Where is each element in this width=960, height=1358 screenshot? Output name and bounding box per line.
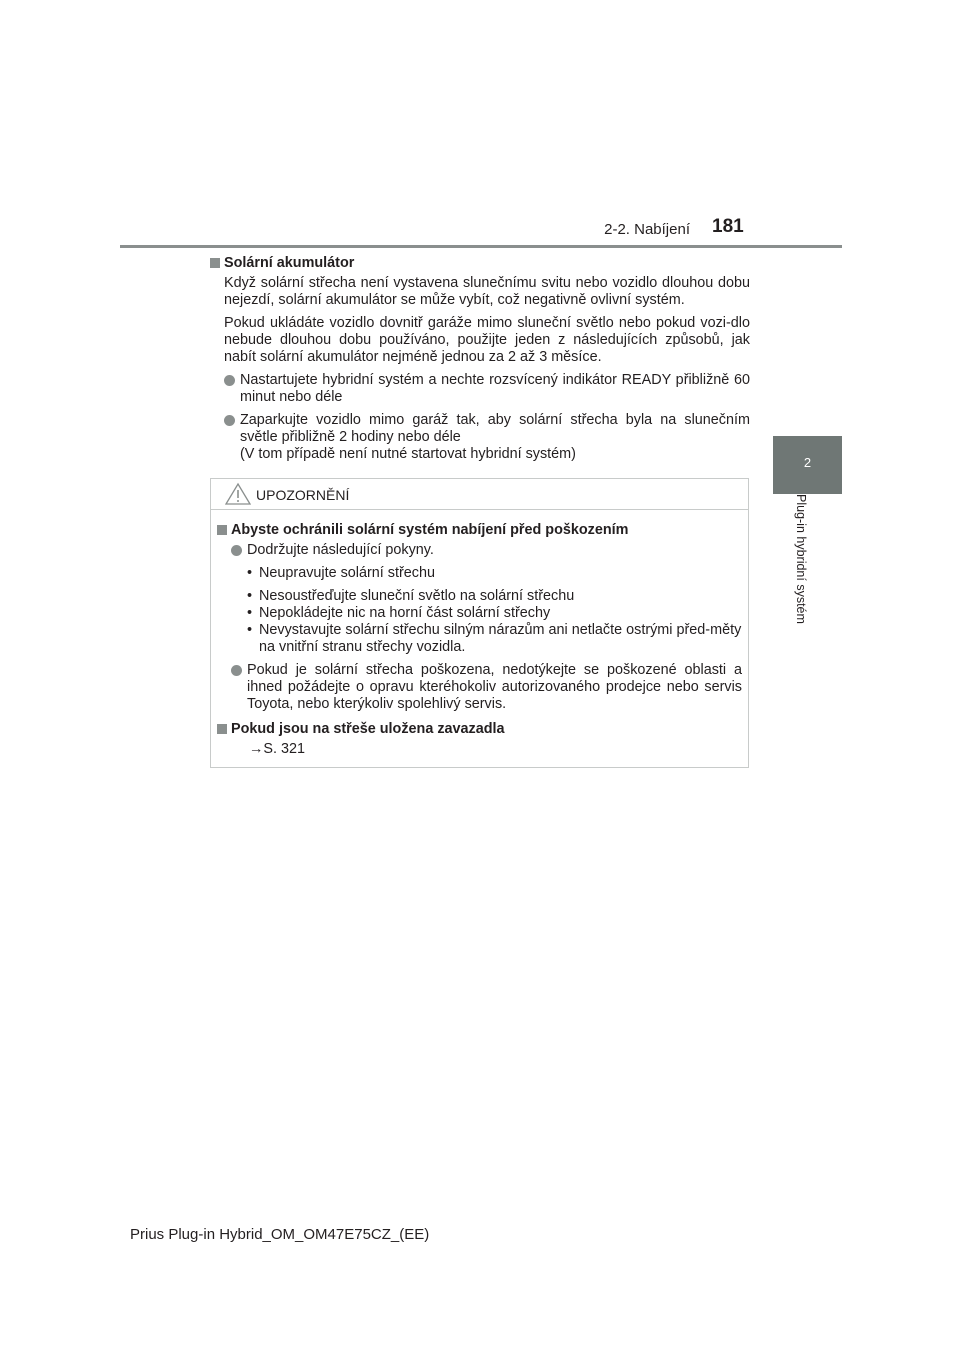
list-item: [224, 372, 750, 406]
sub-item-text: Nepokládejte nic na horní část solární střechy: [259, 605, 551, 621]
main-content: [210, 255, 750, 469]
page-reference[interactable]: →S. 321: [249, 741, 305, 757]
round-bullet-icon: [231, 665, 242, 676]
list-item: [231, 662, 742, 713]
sub-item: [247, 605, 742, 622]
square-bullet-icon: [217, 724, 227, 734]
caution-heading-text: Abyste ochránili solární systém nabíjení před poškozením: [231, 522, 629, 538]
section-title: 2-2. Nabíjení: [604, 221, 690, 238]
list-item-note: (V tom případě není nutné startovat hybridní systém): [240, 446, 576, 462]
list-item-text: Zaparkujte vozidlo mimo garáž tak, aby solární střecha byla na slunečním světle přibližně 2 hodiny nebo déle: [240, 412, 750, 445]
sub-bullet: •: [247, 565, 253, 581]
sub-item-text: Nesoustřeďujte sluneční světlo na solární střechu: [259, 588, 575, 604]
sub-item: [247, 588, 742, 605]
header-divider: [120, 245, 842, 248]
chapter-tab: [773, 436, 842, 494]
warning-triangle-icon: [225, 482, 251, 506]
square-bullet-icon: [210, 258, 220, 268]
caution-header: [211, 479, 748, 510]
caution-heading: [217, 721, 742, 738]
paragraph: Když solární střecha není vystavena slunečnímu svitu nebo vozidlo dlouhou dobu nejezdí, solární akumulátor se může vybít, což negativně ovlivní systém.: [224, 275, 750, 308]
list-item-text: Nastartujete hybridní systém a nechte rozsvícený indikátor READY přibližně 60 minut nebo déle: [240, 372, 750, 405]
caution-body: [211, 510, 748, 758]
page-number: 181: [712, 216, 744, 237]
round-bullet-icon: [224, 415, 235, 426]
sub-list: [217, 565, 742, 656]
list-item: [231, 542, 742, 559]
sub-bullet: •: [247, 622, 253, 638]
list-item-text: Pokud je solární střecha poškozena, nedotýkejte se poškozené oblasti a ihned požádejte o opravu kteréhokoliv autorizovaného prodejce nebo servis Toyota, nebo kterýkoliv spolehlivý servis.: [247, 662, 742, 712]
document-footer: Prius Plug-in Hybrid_OM_OM47E75CZ_(EE): [130, 1226, 430, 1243]
caution-box: [210, 478, 749, 768]
section-heading-text: Solární akumulátor: [224, 255, 355, 271]
square-bullet-icon: [217, 525, 227, 535]
caution-heading: [217, 522, 742, 539]
sub-bullet: •: [247, 588, 253, 604]
sub-item-text: Neupravujte solární střechu: [259, 565, 435, 581]
chapter-number: 2: [803, 455, 812, 470]
round-bullet-icon: [224, 375, 235, 386]
sub-bullet: •: [247, 605, 253, 621]
sub-item-text: Nevystavujte solární střechu silným nárazům ani netlačte ostrými před-měty na vnitřní stranu střechy vozidla.: [259, 622, 742, 655]
list-item: [224, 412, 750, 463]
list-item-text: Dodržujte následující pokyny.: [247, 542, 434, 558]
sub-item: [247, 565, 742, 582]
round-bullet-icon: [231, 545, 242, 556]
caution-title: UPOZORNĚNÍ: [256, 487, 350, 503]
caution-heading-text: Pokud jsou na střeše uložena zavazadla: [231, 721, 505, 737]
paragraph: Pokud ukládáte vozidlo dovnitř garáže mimo sluneční světlo nebo pokud vozi-dlo nebude dlouhou dobu používáno, použijte jeden z následujících způsobů, jak nabít solární akumulátor nejméně jednou za 2 až 3 měsíce.: [224, 315, 750, 365]
chapter-label: Plug-in hybridní systém: [794, 494, 808, 624]
sub-item: [247, 622, 742, 656]
section-heading: [210, 255, 750, 272]
